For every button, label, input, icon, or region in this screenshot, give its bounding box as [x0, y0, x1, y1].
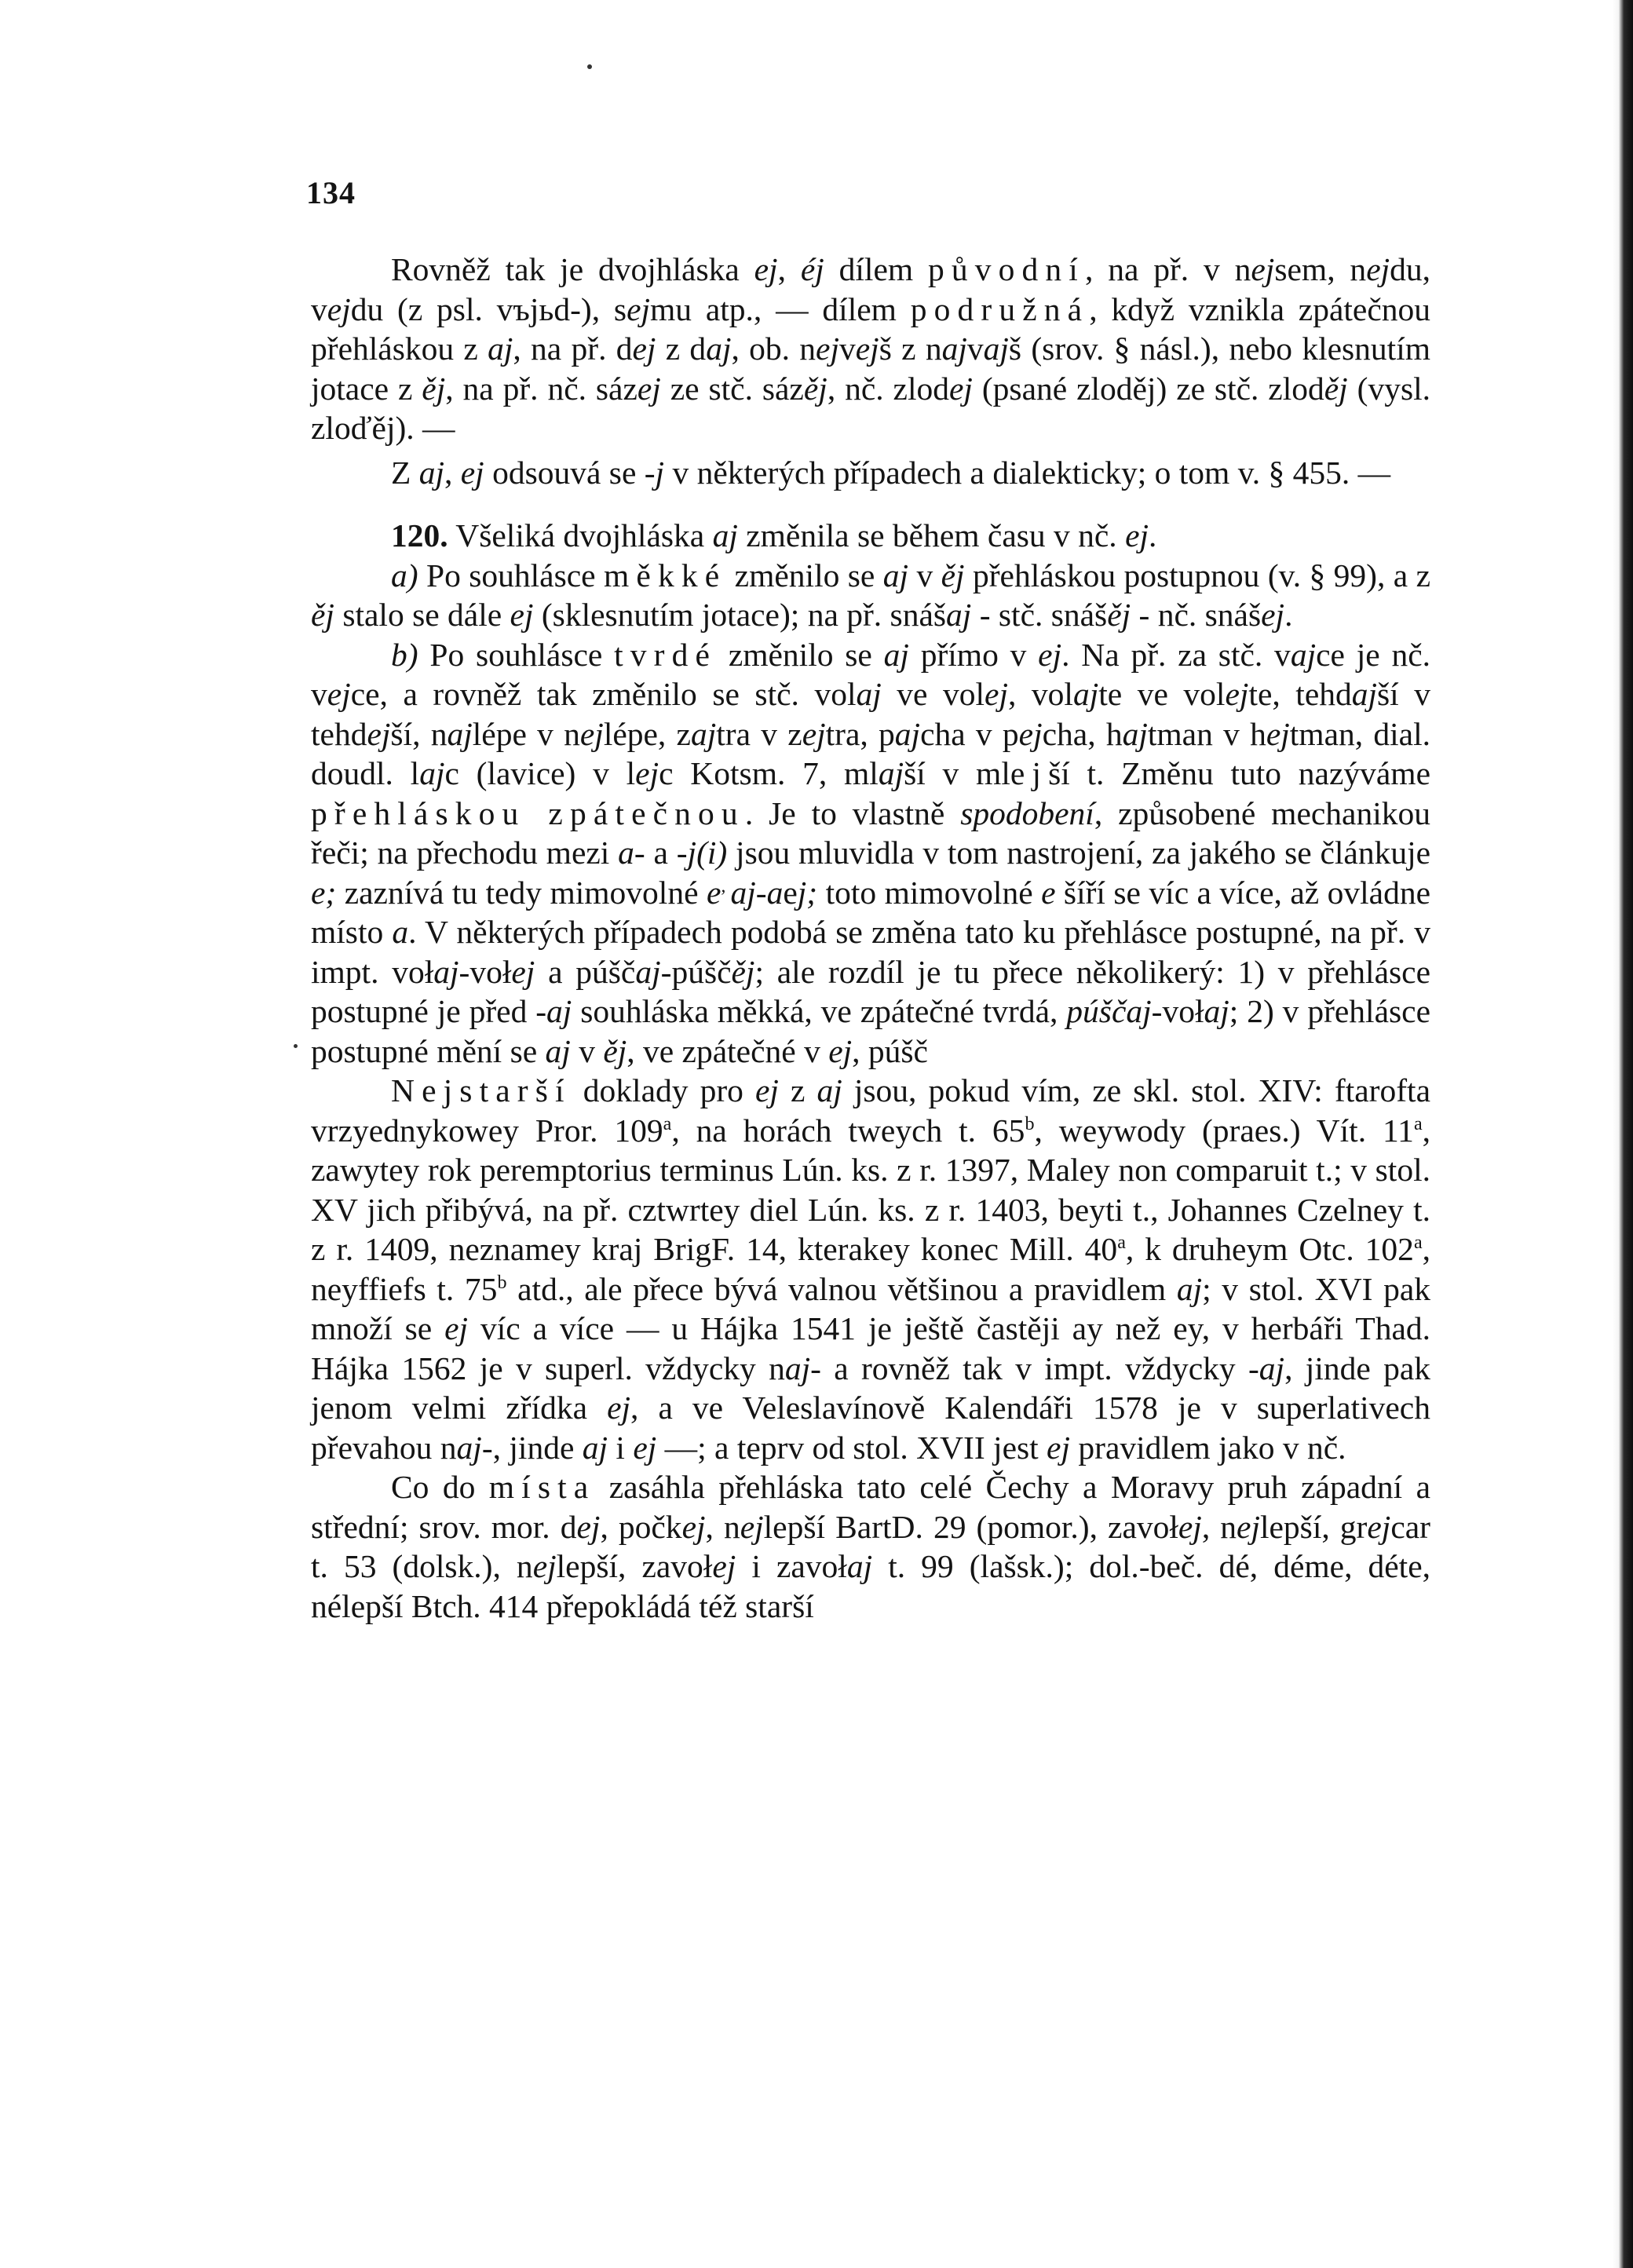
scan-speck: [294, 1044, 298, 1048]
body-text: [311, 250, 1430, 1626]
section-heading: 120. Všeliká dvojhláska aj změnila se během času v nč. ej.: [391, 517, 1157, 553]
paragraph: Co do místa zasáhla přehláska tato celé Čechy a Moravy pruh západní a střední; srov. mor. dej, počkej, nejlepší BartD. 29 (pomor.), zavołej, nejlepší, grejcar t. 53 (dolsk.), nejlepší, zavołej i zavołaj t. 99 (lašsk.); dol.-beč. dé, déme, déte, nélepší Btch. 414 přepokládá též starší: [311, 1469, 1431, 1624]
paragraph: a) Po souhlásce měkké změnilo se aj v ěj přehláskou postupnou (v. § 99), a z ěj stalo se dále ej (sklesnutím jotace); na př. snášaj - stč. snášěj - nč. snášej.: [311, 557, 1430, 633]
paragraph: b) Po souhlásce tvrdé změnilo se aj přímo v ej. Na př. za stč. vajce je nč. vejce, a rovněž tak změnilo se stč. volaj ve volej, volajte ve volejte, tehdajší v tehdejší, najlépe v nejlépe, zajtra v zejtra, pajcha v pejcha, hajtman v hejtman, dial. doudl. lajc (lavice) v lejc Kotsm. 7, mlajší v mlejší t. Změnu tuto nazýváme přehláskou zpátečnou. Je to vlastně spodobení, způsobené mechanikou řeči; na přechodu mezi a- a -j(i) jsou mluvidla v tom nastrojení, za jakého se článkuje e; zaznívá tu tedy mimovolné e, aj-aej; toto mimovolné e šíří se víc a více, až ovládne místo a. V některých případech podobá se změna tato ku přehlásce postupné, na př. v impt. vołaj-vołej a púščaj-púščěj; ale rozdíl je tu přece několikerý: 1) v přehlásce postupné je před -aj souhláska měkká, ve zpátečné tvrdá, púščaj-vołaj; 2) v přehlásce postupné mění se aj v ěj, ve zpátečné v ej, púšč: [311, 636, 1431, 1069]
scan-speck: [587, 64, 592, 69]
paragraph: Nejstarší doklady pro ej z aj jsou, pokud vím, ze skl. stol. XIV: ftarofta vrzyednykowey Pror. 109$^a$, na horách tweych t. 65$^b$, weywody (praes.) Vít. 11$^a$, zawytey rok peremptorius terminus Lún. ks. z r. 1397, Maley non comparuit t.; v stol. XV jich přibývá, na př. cztwrtey diel Lún. ks. z r. 1403, beyti t., Johannes Czelney t. z r. 1409, neznamey kraj BrigF. 14, kterakey konec Mill. 40$^a$, k druheym Otc. 102$^a$, neyffiefs t. 75$^b$ atd., ale přece bývá valnou většinou a pravidlem aj; v stol. XVI pak množí se ej víc a více — u Hájka 1541 je ještě častěji ay než ey, v herbáři Thad. Hájka 1562 je v superl. vždycky naj- a rovněž tak v impt. vždycky -aj, jinde pak jenom velmi zřídka ej, a ve Veleslavínově Kalendáři 1578 je v superlativech převahou naj-, jinde aj i ej —; a teprv od stol. XVII jest ej pravidlem jako v nč.: [311, 1072, 1430, 1466]
scan-edge: [1613, 0, 1633, 2268]
paragraph: Rovněž tak je dvojhláska ej, éj dílem původní, na př. v nejsem, nejdu, vejdu (z psl. vъjьd-), sejmu atp., — dílem podružná, když vznikla zpátečnou přehláskou z aj, na př. dej z daj, ob. nejvejš z najvajš (srov. § násl.), nebo klesnutím jotace z ěj, na př. nč. sázej ze stč. sázěj, nč. zlodej (psané zloděj) ze stč. zloděj (vysl. zloďěj). —: [311, 251, 1431, 446]
section-number: 120.: [391, 517, 448, 553]
page-number: 134: [306, 175, 356, 210]
paragraph: Z aj, ej odsouvá se -j v některých případech a dialekticky; o tom v. § 455. —: [391, 454, 1391, 491]
